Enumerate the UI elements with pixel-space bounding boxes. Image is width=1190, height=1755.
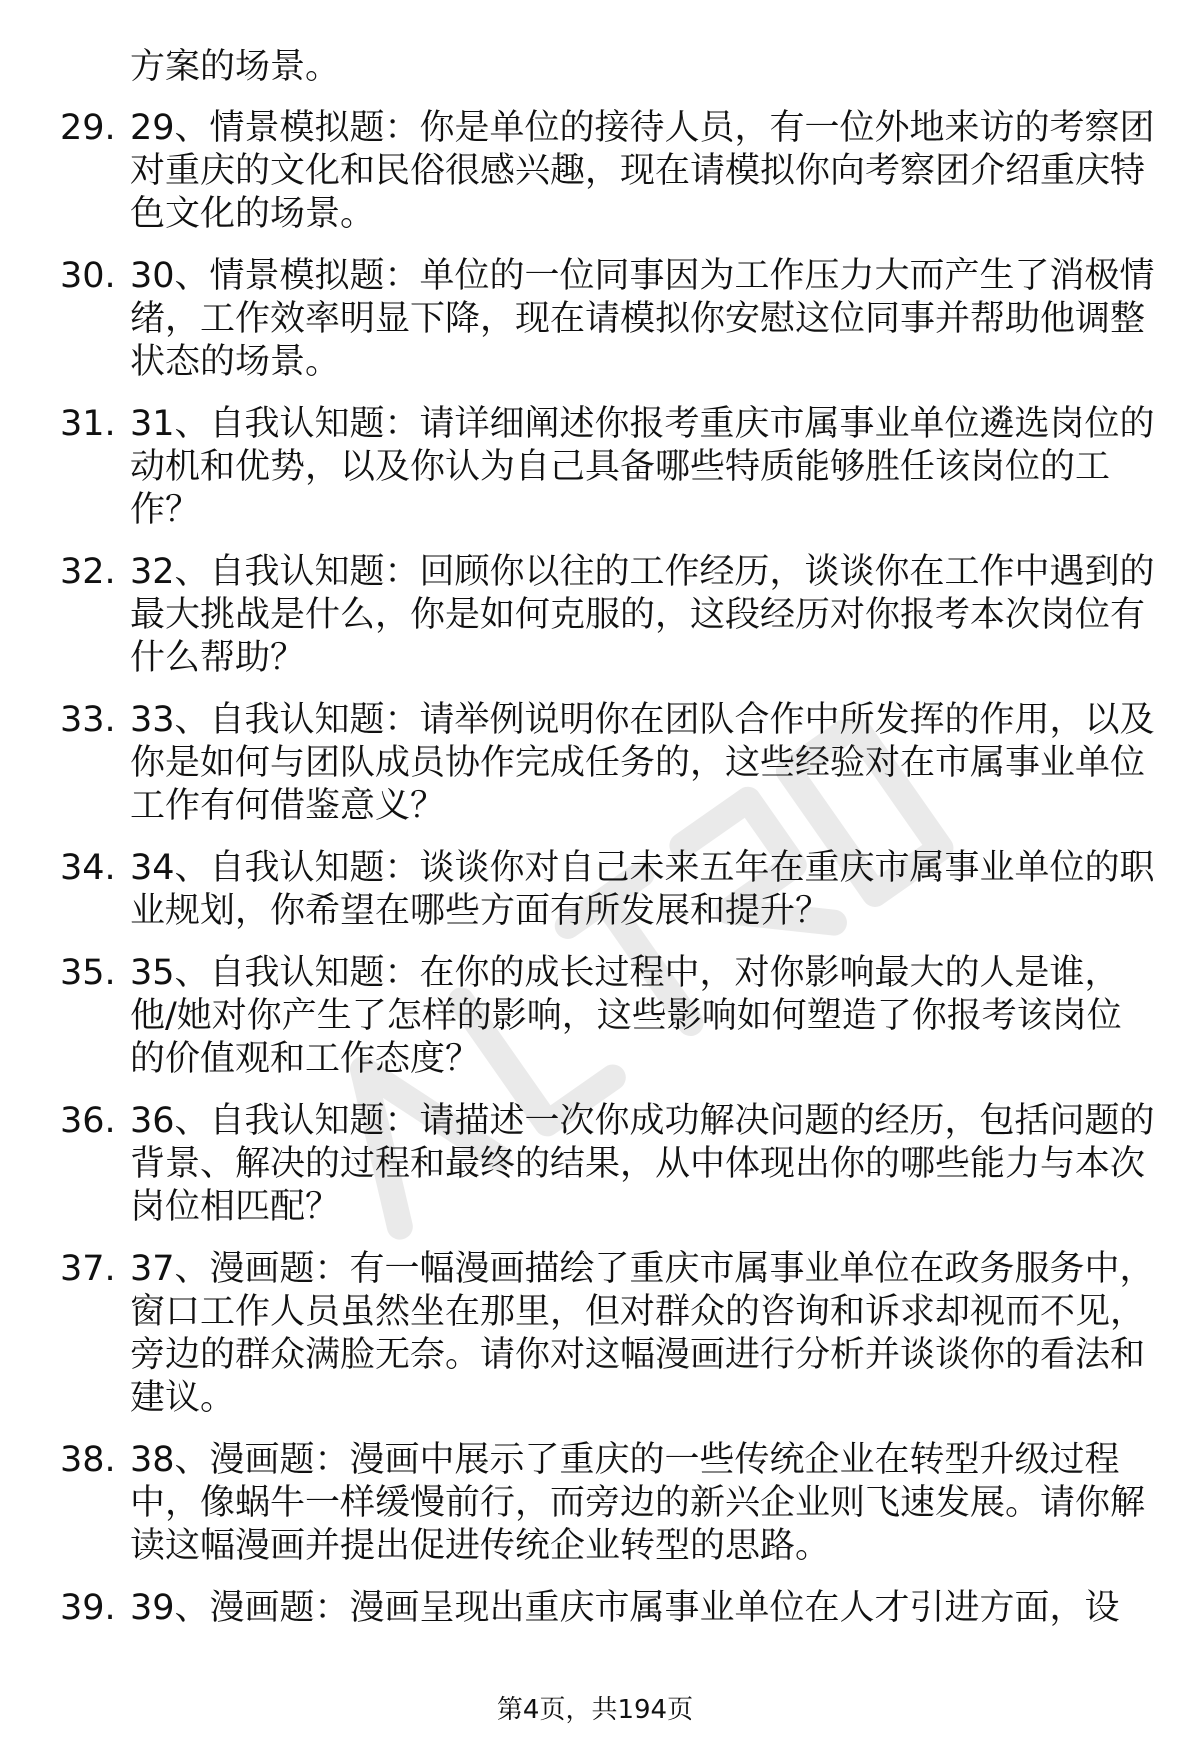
list-item — [60, 255, 1155, 384]
list-item — [60, 1100, 1155, 1229]
list-item — [60, 699, 1155, 828]
list-item — [60, 1248, 1155, 1420]
item-number: 35. — [60, 953, 116, 993]
item-question-text: 36、自我认知题：请描述一次你成功解决问题的经历，包括问题的背景、解决的过程和最终的结果，从中体现出你的哪些能力与本次岗位相匹配？ — [130, 1101, 1155, 1227]
list-item — [60, 551, 1155, 680]
items-container — [60, 107, 1155, 1630]
item-question-text: 33、自我认知题：请举例说明你在团队合作中所发挥的作用，以及你是如何与团队成员协作完成任务的，这些经验对在市属事业单位工作有何借鉴意义？ — [130, 700, 1155, 826]
item-question-text: 31、自我认知题：请详细阐述你报考重庆市属事业单位遴选岗位的动机和优势，以及你认为自己具备哪些特质能够胜任该岗位的工作？ — [130, 404, 1155, 530]
list-item — [60, 1439, 1155, 1568]
item-question-text: 39、漫画题：漫画呈现出重庆市属事业单位在人才引进方面，设 — [130, 1588, 1120, 1628]
item-number: 37. — [60, 1249, 116, 1289]
item-question-text: 34、自我认知题：谈谈你对自己未来五年在重庆市属事业单位的职业规划，你希望在哪些方面有所发展和提升？ — [130, 848, 1155, 931]
continued-text: 方案的场景。 — [130, 47, 341, 87]
item-question-text: 30、情景模拟题：单位的一位同事因为工作压力大而产生了消极情绪，工作效率明显下降，现在请模拟你安慰这位同事并帮助他调整状态的场景。 — [130, 256, 1155, 382]
list-item — [60, 1587, 1155, 1630]
item-number: 36. — [60, 1101, 116, 1141]
item-number: 32. — [60, 552, 116, 592]
item-number: 39. — [60, 1588, 116, 1628]
list-item — [60, 403, 1155, 532]
list-item — [60, 107, 1155, 236]
question-list — [60, 46, 1155, 1649]
item-question-text: 35、自我认知题：在你的成长过程中，对你影响最大的人是谁，他/她对你产生了怎样的影响，这些影响如何塑造了你报考该岗位的价值观和工作态度？ — [130, 953, 1122, 1079]
item-question-text: 29、情景模拟题：你是单位的接待人员，有一位外地来访的考察团对重庆的文化和民俗很感兴趣，现在请模拟你向考察团介绍重庆特色文化的场景。 — [130, 108, 1155, 234]
item-question-text: 32、自我认知题：回顾你以往的工作经历，谈谈你在工作中遇到的最大挑战是什么，你是如何克服的，这段经历对你报考本次岗位有什么帮助？ — [130, 552, 1155, 678]
item-number: 33. — [60, 700, 116, 740]
list-item — [60, 952, 1155, 1081]
item-number: 30. — [60, 256, 116, 296]
item-number: 31. — [60, 404, 116, 444]
item-number: 29. — [60, 108, 116, 148]
item-question-text: 37、漫画题：有一幅漫画描绘了重庆市属事业单位在政务服务中，窗口工作人员虽然坐在那里，但对群众的咨询和诉求却视而不见，旁边的群众满脸无奈。请你对这幅漫画进行分析并谈谈你的看法和建议。 — [130, 1249, 1155, 1418]
item-number: 38. — [60, 1440, 116, 1480]
item-question-text: 38、漫画题：漫画中展示了重庆的一些传统企业在转型升级过程中，像蜗牛一样缓慢前行，而旁边的新兴企业则飞速发展。请你解读这幅漫画并提出促进传统企业转型的思路。 — [130, 1440, 1146, 1566]
list-item — [60, 847, 1155, 933]
page-number: 第4页，共194页 — [496, 1695, 694, 1725]
item-number: 34. — [60, 848, 116, 888]
